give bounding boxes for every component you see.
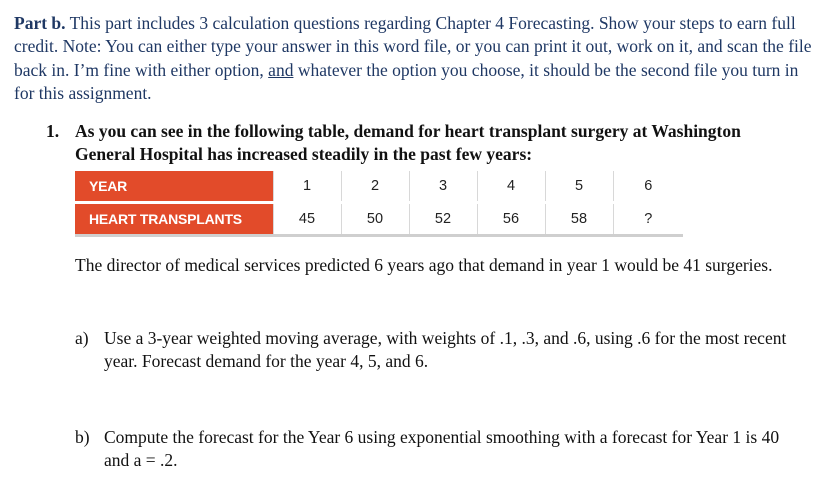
table-cell: 3 — [409, 171, 477, 203]
table-cell: 1 — [273, 171, 341, 203]
intro-text-1: This part includes 3 calculation questions regarding Chapter 4 Forecasting. Show your steps to earn full credit. Note: You can either type your answer in this word file, or you can print it out, work on it, and scan the file back in. I’m fine with either option, — [14, 13, 812, 80]
intro-text-2: whatever the option you choose, it should be the second file you turn in for this assignment. — [14, 59, 799, 103]
table-cell: 52 — [409, 203, 477, 236]
part-a-text: Use a 3-year weighted moving average, with weights of .1, .3, and .6, using .6 for the most recent year. Forecast demand for the year 4, 5, and 6. — [104, 328, 787, 372]
part-b-text: Compute the forecast for the Year 6 using exponential smoothing with a forecast for Year 1 is 40 and a = .2. — [104, 427, 780, 471]
table-cell: 56 — [477, 203, 545, 236]
table-cell: 58 — [545, 203, 613, 236]
table-row-transplants — [75, 203, 683, 236]
row-header-transplants: HEART TRANSPLANTS — [75, 203, 273, 236]
table-cell: 4 — [477, 171, 545, 203]
part-b-label: b) — [75, 427, 90, 447]
intro-underlined-word: and — [268, 59, 294, 80]
table-cell: 2 — [341, 171, 409, 203]
part-label: Part b. — [14, 13, 66, 33]
intro-paragraph — [14, 12, 814, 105]
table-cell: 45 — [273, 203, 341, 236]
director-paragraph: The director of medical services predicted 6 years ago that demand in year 1 would be 41 surgeries. — [75, 255, 773, 275]
table-cell: 5 — [545, 171, 613, 203]
table-cell: 6 — [613, 171, 683, 203]
table-row-year — [75, 171, 683, 203]
demand-table — [75, 171, 683, 237]
part-a-label: a) — [75, 328, 89, 348]
table-cell: ? — [613, 203, 683, 236]
table-cell: 50 — [341, 203, 409, 236]
row-header-year: YEAR — [75, 171, 273, 203]
question-text: As you can see in the following table, demand for heart transplant surgery at Washington General Hospital has increased steadily in the past few years: — [75, 121, 741, 165]
question-number: 1. — [46, 121, 60, 141]
